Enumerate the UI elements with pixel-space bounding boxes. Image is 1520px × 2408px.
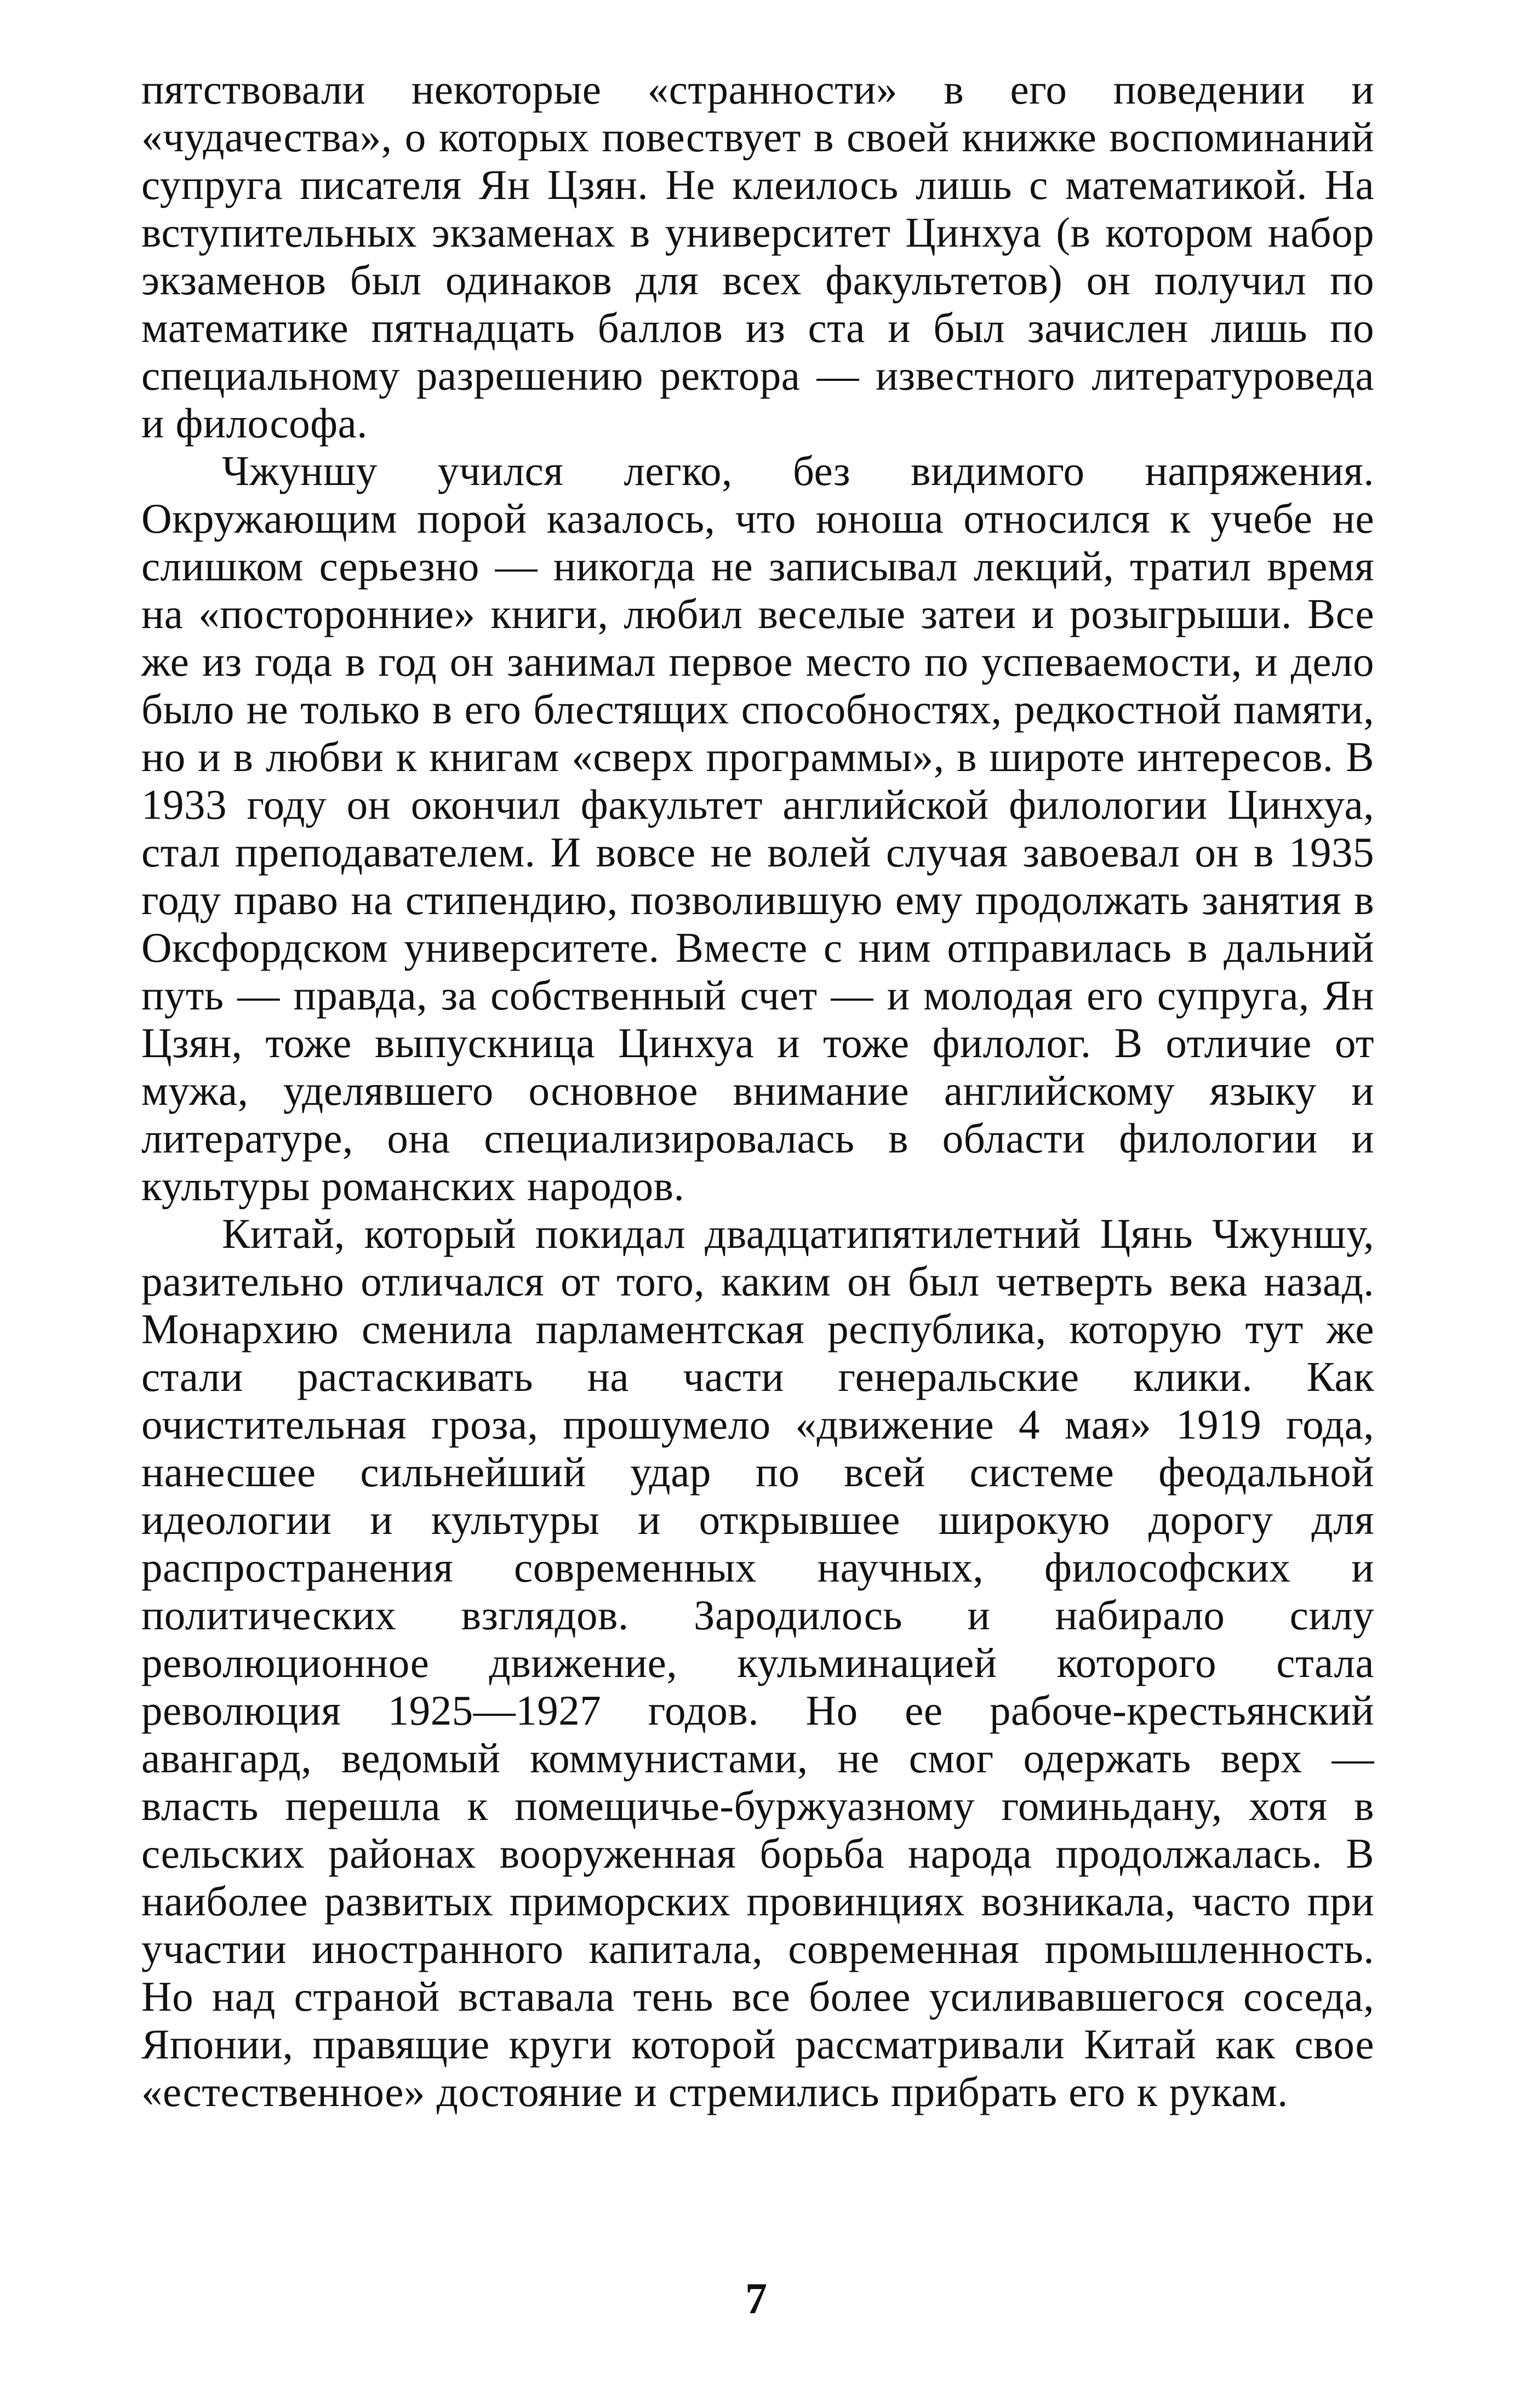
page-number: 7 bbox=[745, 2275, 767, 2323]
body-text bbox=[141, 66, 1374, 2116]
paragraph-continued: пятствовали некоторые «странности» в его поведении и «чудачества», о которых повествует в своей книжке воспоминаний супруга писателя Ян Цзян. Не клеилось лишь с математикой. На вступительных экзаменах в университет Цинхуа (в котором набор экзаменов был одинаков для всех факультетов) он получил по математике пятнадцать баллов из ста и был зачислен лишь по специальному разрешению ректора — известного литературоведа и философа. bbox=[141, 66, 1374, 447]
paragraph-china-history: Китай, который покидал двадцатипятилетний Цянь Чжуншу, разительно отличался от того, каким он был четверть века назад. Монархию сменила парламентская республика, которую тут же стали растаскивать на части генеральские клики. Как очистительная гроза, прошумело «движение 4 мая» 1919 года, нанесшее сильнейший удар по всей системе феодальной идеологии и культуры и открывшее широкую дорогу для распространения современных научных, философских и политических взглядов. Зародилось и набирало силу революционное движение, кульминацией которого стала революция 1925—1927 годов. Но ее рабоче-крестьянский авангард, ведомый коммунистами, не смог одержать верх — власть перешла к помещичье-буржуазному гоминьдану, хотя в сельских районах вооруженная борьба народа продолжалась. В наиболее развитых приморских провинциях возникала, часто при участии иностранного капитала, современная промышленность. Но над страной вставала тень все более усиливавшегося соседа, Японии, правящие круги которой рассматривали Китай как свое «естественное» достояние и стремились прибрать его к рукам. bbox=[141, 1210, 1374, 2115]
paragraph-zhongshu-studies: Чжуншу учился легко, без видимого напряжения. Окружающим порой казалось, что юноша относился к учебе не слишком серьезно — никогда не записывал лекций, тратил время на «посторонние» книги, любил веселые затеи и розыгрыши. Все же из года в год он занимал первое место по успеваемости, и дело было не только в его блестящих способностях, редкостной памяти, но и в любви к книгам «сверх программы», в широте интересов. В 1933 году он окончил факультет английской филологии Цинхуа, стал преподавателем. И вовсе не волей случая завоевал он в 1935 году право на стипендию, позволившую ему продолжать занятия в Оксфордском университете. Вместе с ним отправилась в дальний путь — правда, за собственный счет — и молодая его супруга, Ян Цзян, тоже выпускница Цинхуа и тоже филолог. В отличие от мужа, уделявшего основное внимание английскому языку и литературе, она специализировалась в области филологии и культуры романских народов. bbox=[141, 447, 1374, 1209]
